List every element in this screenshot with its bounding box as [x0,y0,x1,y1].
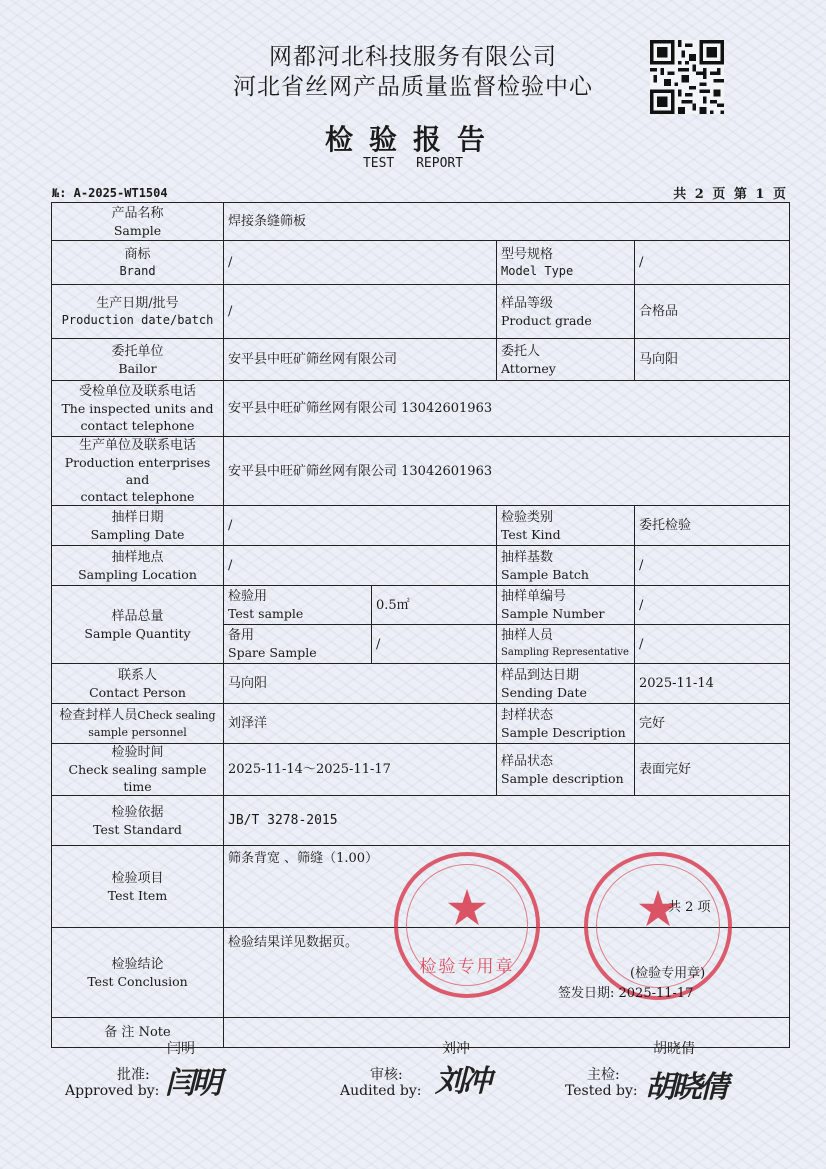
star-icon: ★ [444,879,490,938]
tested-en: Tested by: [565,1083,638,1099]
row-check-sealing [52,704,790,744]
page-indicator: 共 2 页 第 1 页 [673,187,786,202]
brand-value: / [224,241,497,285]
seal-state-value: 完好 [635,704,790,744]
row-test-sample [52,586,790,625]
tested-name: 胡晓倩 [653,1041,695,1057]
sending-date-label: 样品到达日期 Sending Date [497,664,635,704]
sampling-rep-value: / [635,625,790,664]
sample-state-value: 表面完好 [635,744,790,796]
product-grade-label: 样品等级 Product grade [497,285,635,339]
audited-en: Audited by: [340,1083,422,1099]
production-date-label: 生产日期/批号 Production date/batch [52,285,224,339]
check-time-label: 检验时间 Check sealing sample time [52,744,224,796]
contact-person-label: 联系人 Contact Person [52,664,224,704]
brand-label: 商标 Brand [52,241,224,285]
row-brand [52,241,790,285]
test-kind-label: 检验类别 Test Kind [497,506,635,546]
test-sample-value: 0.5㎡ [372,586,497,625]
report-subtitle: TEST REPORT [362,156,464,171]
check-sealing-personnel-label: 检查封样人员Check sealing sample personnel [52,704,224,744]
row-sampling-date [52,506,790,546]
org-name-1: 网都河北科技服务有限公司 [269,44,557,70]
sampling-date-value: / [224,506,497,546]
production-enterprises-value: 安平县中旺矿筛丝网有限公司 13042601963 [224,437,790,506]
item-count: 共 2 项 [668,900,711,915]
sample-batch-value: / [635,546,790,586]
row-production-enterprises [52,437,790,506]
report-number: №: A-2025-WT1504 [52,186,168,200]
sampling-date-label: 抽样日期 Sampling Date [52,506,224,546]
approved-zh: 批准: [117,1067,150,1083]
inspected-units-label: 受检单位及联系电话 The inspected units and contact telephone [52,381,224,437]
model-type-label: 型号规格 Model Type [497,241,635,285]
audited-name: 刘冲 [442,1041,470,1057]
report-title: 检验报告 [324,123,501,156]
check-time-value: 2025-11-14～2025-11-17 [224,744,497,796]
stamp1-text: 检验专用章 [419,957,515,977]
audited-handwritten-signature: 刘冲 [435,1064,489,1099]
sample-value: 焊接条缝筛板 [224,203,790,241]
org-name-2: 河北省丝网产品质量监督检验中心 [233,74,593,100]
test-item-value: 筛条背宽 、筛缝（1.00） [224,846,790,928]
model-type-value: / [635,241,790,285]
row-production-date [52,285,790,339]
seal-state-label: 封样状态 Sample Description [497,704,635,744]
sampling-location-label: 抽样地点 Sampling Location [52,546,224,586]
test-conclusion-value: 检验结果详见数据页。 [224,928,790,1018]
row-check-time [52,744,790,796]
test-standard-label: 检验依据 Test Standard [52,796,224,846]
test-item-label: 检验项目 Test Item [52,846,224,928]
spare-sample-label: 备用 Spare Sample [224,625,372,664]
seal-label: (检验专用章) [630,966,706,981]
test-kind-value: 委托检验 [635,506,790,546]
test-standard-value: JB/T 3278-2015 [224,796,790,846]
sending-date-value: 2025-11-14 [635,664,790,704]
test-conclusion-label: 检验结论 Test Conclusion [52,928,224,1018]
issue-date: 签发日期: 2025-11-17 [558,986,694,1001]
sample-number-label: 抽样单编号 Sample Number [497,586,635,625]
note-value [224,1018,790,1048]
approved-handwritten-signature: 闫明 [165,1066,219,1101]
inspection-seal-stamp-1 [394,852,540,998]
production-enterprises-label: 生产单位及联系电话 Production enterprises and contact telephone [52,437,224,506]
attorney-label: 委托人 Attorney [497,339,635,381]
tested-handwritten-signature: 胡晓倩 [645,1070,726,1105]
approved-en: Approved by: [65,1083,160,1099]
row-sampling-location [52,546,790,586]
bailor-value: 安平县中旺矿筛丝网有限公司 [224,339,497,381]
spare-sample-value: / [372,625,497,664]
sample-label: 产品名称 Sample [52,203,224,241]
row-test-standard [52,796,790,846]
production-date-value: / [224,285,497,339]
test-sample-label: 检验用 Test sample [224,586,372,625]
contact-person-value: 马向阳 [224,664,497,704]
note-label: 备 注 Note [52,1018,224,1048]
sample-quantity-label: 样品总量 Sample Quantity [52,586,224,664]
audited-zh: 审核: [370,1067,403,1083]
star-icon: ★ [635,880,681,939]
sample-number-value: / [635,586,790,625]
bailor-label: 委托单位 Bailor [52,339,224,381]
approved-name: 闫明 [167,1041,195,1057]
row-bailor [52,339,790,381]
sampling-location-value: / [224,546,497,586]
row-sample [52,203,790,241]
product-grade-value: 合格品 [635,285,790,339]
row-contact-person [52,664,790,704]
sample-batch-label: 抽样基数 Sample Batch [497,546,635,586]
tested-zh: 主检: [587,1067,620,1083]
inspected-units-value: 安平县中旺矿筛丝网有限公司 13042601963 [224,381,790,437]
sample-state-label: 样品状态 Sample description [497,744,635,796]
attorney-value: 马向阳 [635,339,790,381]
qr-code-icon [650,40,724,114]
row-inspected-units [52,381,790,437]
sampling-rep-label: 抽样人员 Sampling Representative [497,625,635,664]
check-sealing-personnel-value: 刘泽洋 [224,704,497,744]
